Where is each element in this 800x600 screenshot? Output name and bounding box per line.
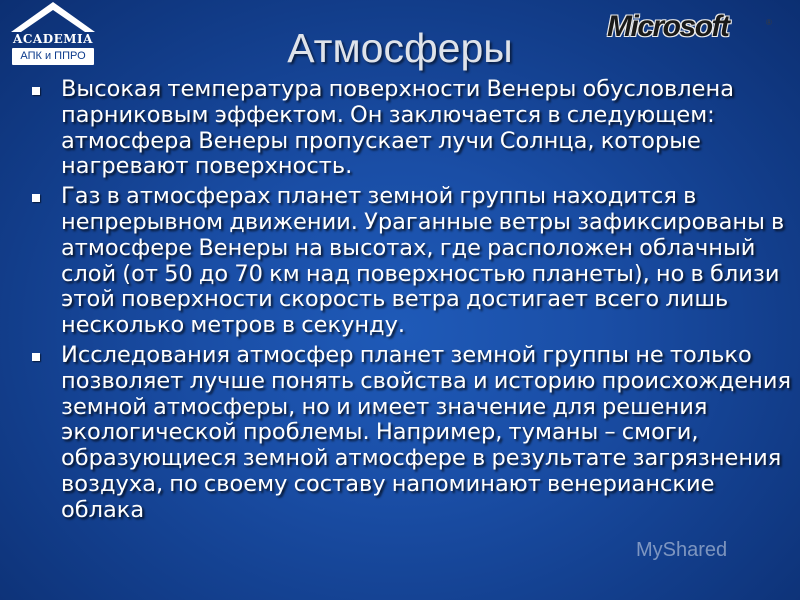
watermark: MyShared <box>636 539 728 561</box>
bullet-text: Высокая температура поверхности Венеры обусловлена парниковым эффектом. Он заключается в следующем: атмосфера Венеры пропускает лучи Солнца, которые нагревают поверхность. <box>61 76 734 180</box>
brand-logo: Microsoft <box>607 10 729 43</box>
logo-word: ACADEMIA <box>13 32 93 46</box>
bullet-text: Газ в атмосферах планет земной группы находится в непрерывном движении. Ураганные ветры зафиксированы в атмосфере Венеры на высотах, где расположен облачный слой (от 50 до 70 км над поверхностью планеты), но в близи этой поверхности скорость ветра достигает всего лишь несколько метров в секунду. <box>61 183 785 339</box>
brand-registered-mark: ® <box>766 18 772 27</box>
square-bullet-icon <box>32 194 40 202</box>
logo-caption: АПК и ППРО <box>12 48 94 65</box>
square-bullet-icon <box>32 87 40 95</box>
bullet-item <box>25 184 793 339</box>
bullet-item <box>25 343 793 524</box>
bullet-list <box>25 77 793 528</box>
bullet-item <box>25 77 793 180</box>
bullet-text: Исследования атмосфер планет земной группы не только позволяет лучше понять свойства и историю происхождения земной атмосферы, но и имеет значение для решения экологической проблемы. Например, туманы – смоги, образующиеся земной атмосфере в результате загрязнения воздуха, по своему составу напоминают венерианские облака <box>61 341 792 523</box>
square-bullet-icon <box>32 353 40 361</box>
slide-title: Атмосферы <box>287 25 513 71</box>
